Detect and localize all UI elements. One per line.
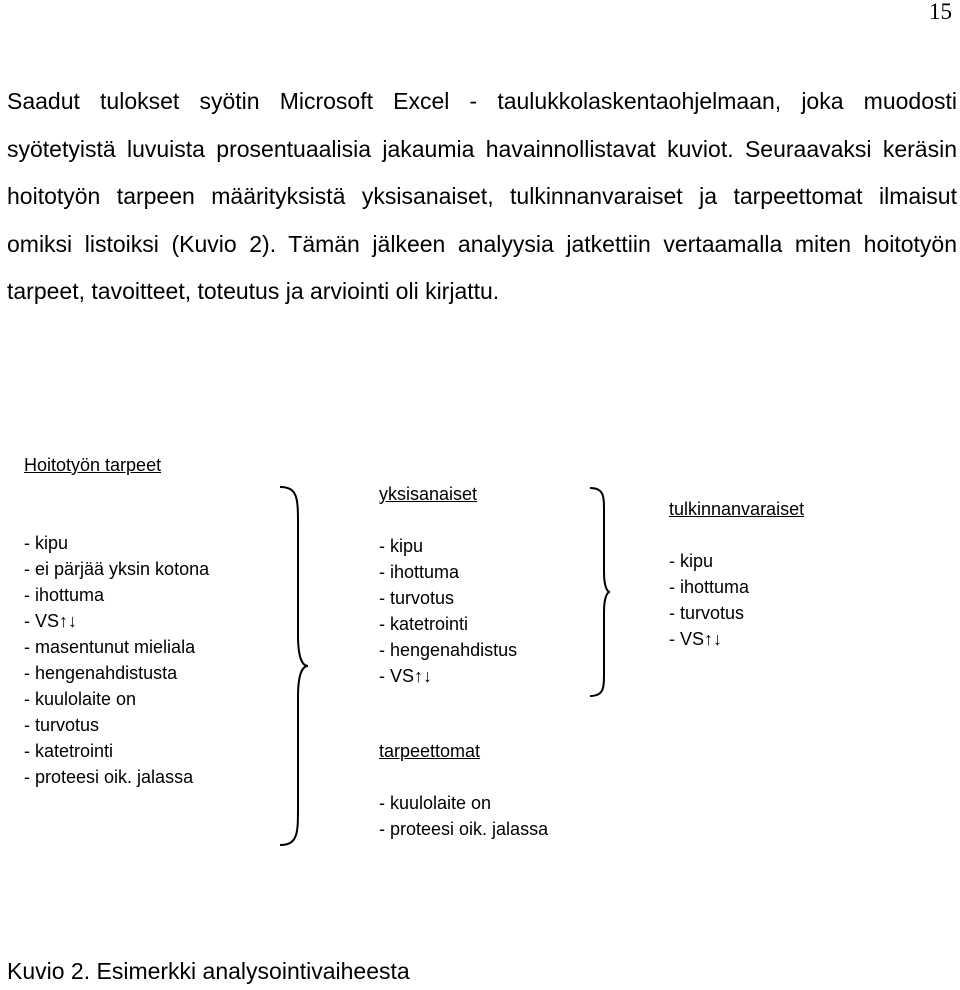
list-item: - kuulolaite on — [24, 689, 137, 709]
single-word-list — [379, 533, 517, 689]
list-item: - kipu — [24, 533, 69, 553]
unnecessary-heading: tarpeettomat — [379, 741, 481, 761]
interpretive-column — [669, 496, 804, 652]
list-item: - VS↑↓ — [379, 666, 433, 686]
list-item: - kipu — [669, 551, 714, 571]
list-item: - proteesi oik. jalassa — [379, 819, 549, 839]
list-item: - hengenahdistusta — [24, 663, 178, 683]
figure-caption: Kuvio 2. Esimerkki analysointivaiheesta — [7, 958, 410, 984]
interpretive-list — [669, 548, 804, 652]
list-item: - ihottuma — [24, 585, 105, 605]
interpretive-heading: tulkinnanvaraiset — [669, 499, 805, 519]
list-item: - VS↑↓ — [669, 629, 723, 649]
brace-left — [276, 485, 310, 847]
single-word-heading: yksisanaiset — [379, 484, 478, 504]
list-item: - kuulolaite on — [379, 793, 492, 813]
single-word-column — [379, 481, 549, 839]
list-item: - turvotus — [24, 715, 100, 735]
list-item: - ei pärjää yksin kotona — [24, 559, 210, 579]
needs-heading: Hoitotyön tarpeet — [24, 455, 162, 475]
list-item: - kipu — [379, 536, 424, 556]
page-number: 15 — [929, 0, 952, 24]
brace-right — [588, 486, 612, 698]
body-paragraph: Saadut tulokset syötin Microsoft Excel - taulukkolaskentaohjelmaan, joka muodosti syötetyistä luvuista prosentuaalisia jakaumia havainnollistavat kuviot. Seuraavaksi keräsin hoitotyön tarpeen määrityksistä yksisanaiset, tulkinnanvaraiset ja tarpeettomat ilmaisut omiksi listoiksi (Kuvio 2). Tämän jälkeen analyysia jatkettiin vertaamalla miten hoitotyön tarpeet, tavoitteet, toteutus ja arviointi oli kirjattu. — [7, 88, 957, 305]
list-item: - masentunut mieliala — [24, 637, 196, 657]
list-item: - katetrointi — [24, 741, 114, 761]
list-item: - turvotus — [669, 603, 745, 623]
needs-list — [24, 530, 209, 790]
list-item: - hengenahdistus — [379, 640, 518, 660]
list-item: - proteesi oik. jalassa — [24, 767, 194, 787]
unnecessary-list — [379, 790, 548, 842]
list-item: - katetrointi — [379, 614, 469, 634]
list-item: - ihottuma — [669, 577, 750, 597]
list-item: - VS↑↓ — [24, 611, 78, 631]
list-item: - ihottuma — [379, 562, 460, 582]
list-item: - turvotus — [379, 588, 455, 608]
needs-column — [24, 452, 209, 790]
